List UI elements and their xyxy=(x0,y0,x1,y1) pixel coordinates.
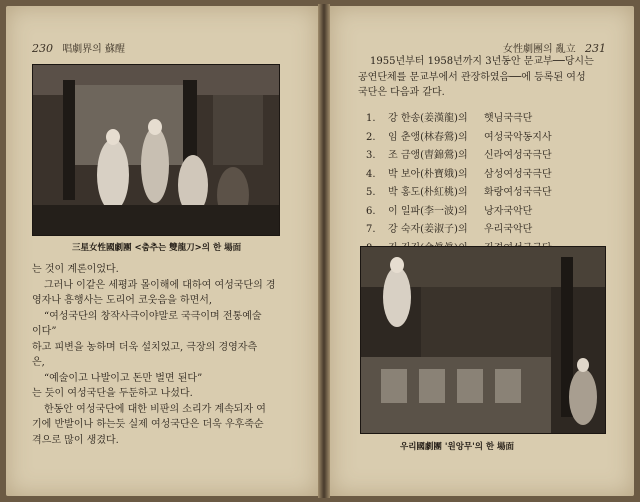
troupe-number: 4. xyxy=(366,168,376,180)
troupe-name: 삼성여성국극단 xyxy=(484,168,552,180)
troupe-list-item xyxy=(366,129,552,148)
troupe-name: 낭자국악단 xyxy=(484,205,533,217)
troupe-leader: 이 일파(李一波)의 xyxy=(388,205,468,217)
stage-scene-illustration xyxy=(361,247,605,433)
right-page xyxy=(330,6,634,496)
troupe-number: 3. xyxy=(366,150,376,161)
troupe-list-item xyxy=(366,166,552,185)
troupe-list-item xyxy=(366,147,552,166)
troupe-name: 우리국악단 xyxy=(484,224,533,235)
left-page-number: 230 xyxy=(32,42,53,55)
left-body-text xyxy=(32,262,276,448)
troupe-name: 화랑여성국극단 xyxy=(484,187,552,198)
right-page-number: 231 xyxy=(585,42,606,55)
troupe-leader: 박 홍도(朴紅桃)의 xyxy=(388,187,468,198)
troupe-list-item xyxy=(366,221,552,240)
troupe-list-item xyxy=(366,184,552,203)
intro-line: 공연단체를 문교부에서 관장하였음──에 등록된 여성 xyxy=(358,71,586,83)
left-running-head: 唱劇界의 蘇醒 xyxy=(62,44,126,55)
paragraph-line: 영자나 흥행사는 도리어 코웃음을 하면서, xyxy=(32,295,213,306)
right-photo-caption: 우리國劇團 '원앙무'의 한 場面 xyxy=(400,442,515,452)
paragraph-line: 기에 반발이나 하는듯 실제 여성국단은 더욱 우후죽순 xyxy=(32,419,264,430)
paragraph-line: 하고 피변을 농하며 더욱 설치었고, 극장의 경영자측 xyxy=(32,341,258,353)
troupe-number: 7. xyxy=(366,224,376,235)
troupe-name: 여성국악동지사 xyxy=(484,131,552,143)
stage-scene-illustration xyxy=(33,65,279,235)
troupe-list-item xyxy=(366,110,552,129)
paragraph-line: 격으로 많이 생겼다. xyxy=(32,434,119,446)
left-stage-photo xyxy=(32,64,280,236)
left-photo-caption: 三星女性國劇團 <춤추는 雙龍刀>의 한 場面 xyxy=(72,243,242,253)
book-gutter xyxy=(318,4,330,498)
intro-line: 1955년부터 1958년까지 3년동안 문교부──당시는 xyxy=(370,56,594,67)
paragraph-line: 는 것이 계론이었다. xyxy=(32,264,119,275)
right-running-head: 女性劇團의 亂立 xyxy=(502,44,576,55)
troupe-leader: 강 숙자(姜淑子)의 xyxy=(388,224,468,235)
troupe-name: 햇님국극단 xyxy=(484,113,533,124)
paragraph-line: 이다” xyxy=(32,326,57,337)
intro-line: 국단은 다음과 같다. xyxy=(358,87,445,98)
right-page-header xyxy=(503,40,606,55)
troupe-leader: 박 보아(朴寶娥)의 xyxy=(388,168,468,180)
troupe-list-item xyxy=(366,203,552,222)
paragraph-line: “예술이고 나발이고 돈만 벌면 된다” xyxy=(44,372,203,384)
paragraph-line: 그러나 이같은 세평과 몰이해에 대하여 여성국단의 경 xyxy=(44,279,276,291)
troupe-leader: 강 한송(姜漢龍)의 xyxy=(388,113,468,124)
paragraph-line: 는 듯이 여성국단을 두둔하고 나섰다. xyxy=(32,388,193,399)
troupe-name: 신라여성국극단 xyxy=(484,150,552,161)
troupe-leader: 임 춘앵(林春鶯)의 xyxy=(388,131,468,143)
troupe-number: 5. xyxy=(366,187,376,198)
paragraph-line: 한동안 여성국단에 대한 비판의 소리가 계속되자 여 xyxy=(44,403,266,415)
left-page xyxy=(6,6,318,496)
paragraph-line: “여성국단의 창작사극이야말로 국극이며 전통예술 xyxy=(44,310,262,322)
troupe-number: 6. xyxy=(366,205,376,217)
right-intro-text xyxy=(358,54,594,101)
troupe-leader: 조 금앵(曺錦鶯)의 xyxy=(388,150,468,161)
troupe-number: 1. xyxy=(366,113,376,124)
right-stage-photo xyxy=(360,246,606,434)
left-page-header xyxy=(32,40,125,55)
troupe-number: 2. xyxy=(366,131,376,143)
paragraph-line: 은, xyxy=(32,357,45,368)
troupe-list xyxy=(366,110,552,258)
